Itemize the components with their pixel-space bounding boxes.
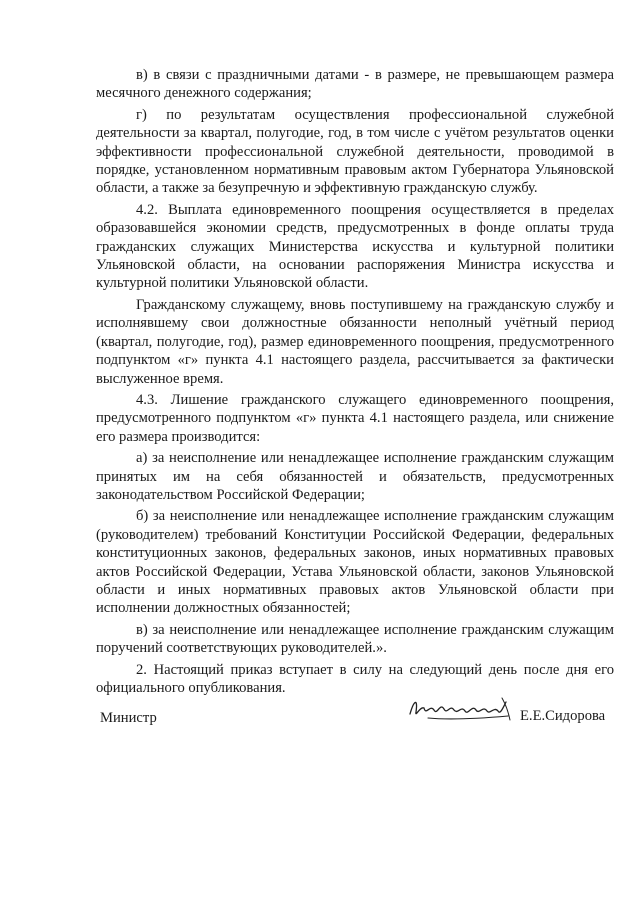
signature-block	[96, 700, 616, 730]
paragraph-4-3-b: б) за неисполнение или ненадлежащее исполнение гражданским служащим (руководителем) требований Конституции Российской Федерации, федеральных конституционных законов, федеральных законов, иных нормативных правовых актов Российской Федерации, Устава Ульяновской области, законов Ульяновской области и иных нормативных правовых актов Ульяновской области при исполнении должностных обязанностей;	[96, 508, 614, 617]
signatory-name: Е.Е.Сидорова	[520, 708, 606, 724]
document-body	[96, 66, 614, 700]
signatory-position: Министр	[100, 710, 157, 726]
paragraph-4-3-a: а) за неисполнение или ненадлежащее исполнение гражданским служащим принятых им на себя обязанностей и обязательств, предусмотренных законодательством Российской Федерации;	[96, 450, 614, 503]
paragraph-2-effective: 2. Настоящий приказ вступает в силу на следующий день после дня его официального опубликования.	[96, 661, 614, 696]
handwritten-signature	[404, 692, 516, 728]
paragraph-4-3-v: в) за неисполнение или ненадлежащее исполнение гражданским служащим поручений соответствующих руководителей.».	[96, 621, 614, 657]
paragraph-4-2: 4.2. Выплата единовременного поощрения осуществляется в пределах образовавшейся экономии средств, предусмотренных в фонде оплаты труда гражданских служащих Министерства искусства и культурной политики Ульяновской области, на основании распоряжения Министра искусства и культурной политики Ульяновской области.	[96, 201, 614, 292]
paragraph-3v: в) в связи с праздничными датами - в размере, не превышающем размера месячного денежного содержания;	[96, 67, 614, 102]
paragraph-4-3: 4.3. Лишение гражданского служащего единовременного поощрения, предусмотренного подпунктом «г» пункта 4.1 настоящего раздела, или снижение его размера производится:	[96, 391, 614, 445]
paragraph-3g: г) по результатам осуществления профессиональной служебной деятельности за квартал, полугодие, год, в том числе с учётом результатов оценки эффективности профессиональной служебной деятельности, проводимой в порядке, установленном нормативным правовым актом Губернатора Ульяновской области, а также за безупречную и эффективную гражданскую службу.	[96, 106, 614, 197]
paragraph-new-servant: Гражданскому служащему, вновь поступившему на гражданскую службу и исполнявшему свои должностные обязанности неполный учётный период (квартал, полугодие, год), размер единовременного поощрения, предусмотренного подпунктом «г» пункта 4.1 настоящего раздела, рассчитывается за фактически выслуженное время.	[96, 296, 614, 387]
